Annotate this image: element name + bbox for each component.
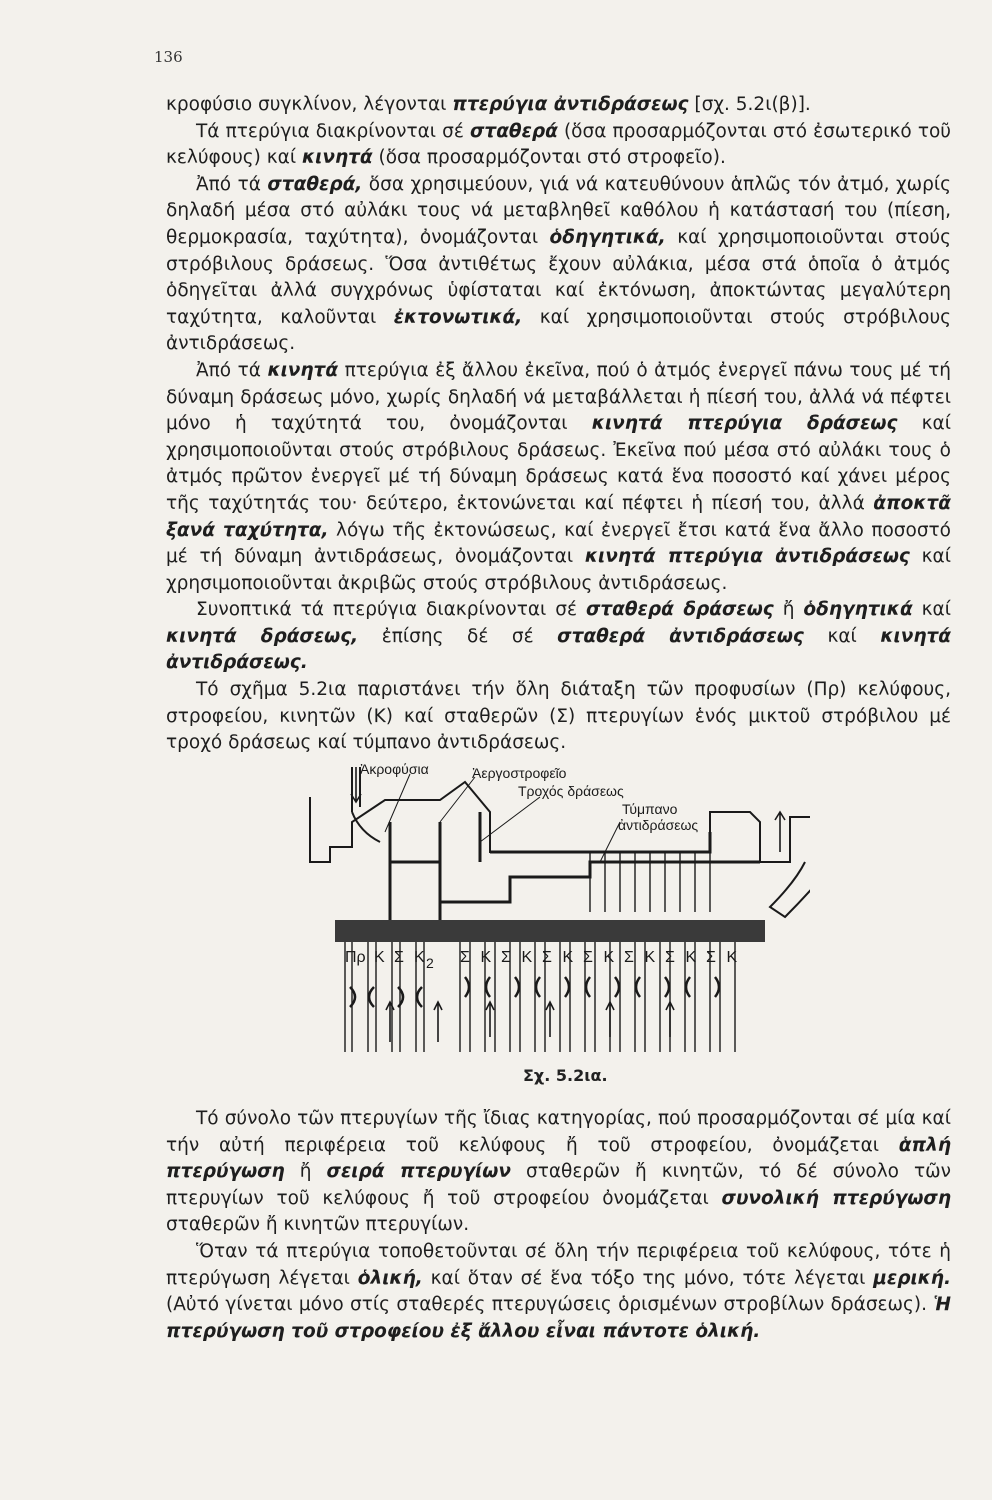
text-section-top	[166, 92, 951, 757]
reaction-row-label: Σ	[583, 949, 593, 966]
reaction-row-label: Κ	[521, 949, 533, 966]
paragraph-1: κροφύσιο συγκλίνον, λέγονται πτερύγια ἀντιδράσεως [σχ. 5.2ι(β)].	[166, 94, 811, 115]
paragraph-6: Τό σχῆμα 5.2ια παριστάνει τήν ὅλη διάταξη τῶν προφυσίων (Πρ) κελύφους, στροφείου, κινητῶν (Κ) καί σταθερῶν (Σ) πτερυγίων ἑνός μικτοῦ στρόβιλου μέ τροχό δράσεως καί τύμπανο ἀντιδράσεως.	[166, 679, 951, 754]
paragraph-5: Συνοπτικά τά πτερύγια διακρίνονται σέ σταθερά δράσεως ἤ ὁδηγητικά καί κινητά δράσεως, ἐπίσης δέ σέ σταθερά ἀντιδράσεως καί κινητά ἀντιδράσεως.	[166, 599, 951, 674]
reaction-row-label: Σ	[460, 949, 470, 966]
label-drum-line2: ἀντιδράσεως	[618, 817, 699, 833]
reaction-row-label: Κ	[603, 949, 615, 966]
drum-step	[440, 862, 760, 902]
reaction-row-label: Σ	[624, 949, 634, 966]
label-rotor: Ἀεργοστροφεῖο	[472, 765, 567, 781]
reaction-row-label: Κ	[726, 949, 738, 966]
paragraph-7: Τό σύνολο τῶν πτερυγίων τῆς ἴδιας κατηγορίας, πού προσαρμόζονται σέ μία καί τήν αὐτή περιφέρεια τοῦ κελύφους ἤ τοῦ στροφείου, ὀνομάζεται ἁπλή πτερύγωση ἤ σειρά πτερυγίων σταθερῶν ἤ κινητῶν, τό δέ σύνολο τῶν πτερυγίων τοῦ κελύφους ἤ τοῦ στροφείου ὀνομάζεται συνολική πτερύγωση σταθερῶν ἤ κινητῶν πτερυγίων.	[166, 1108, 951, 1236]
page-number: 136	[154, 48, 183, 66]
reaction-row-label: Κ	[562, 949, 574, 966]
row-label-k2: Κ	[414, 949, 425, 966]
label-nozzle: Ἀκροφύσια	[360, 761, 429, 777]
row-label-s1: Σ	[394, 949, 404, 966]
turbine-diagram	[290, 752, 810, 1082]
text-section-bottom	[166, 1106, 951, 1345]
label-drum-line1: Τύμπανο	[622, 801, 678, 817]
reaction-row-label: Κ	[644, 949, 656, 966]
row-label-k2-sub: 2	[426, 955, 434, 971]
paragraph-8: Ὅταν τά πτερύγια τοποθετοῦνται σέ ὅλη τήν περιφέρεια τοῦ κελύφους, τότε ἡ πτερύγωση λέγεται ὁλική, καί ὅταν σέ ἕνα τόξο της μόνο, τότε λέγεται μερική. (Αὐτό γίνεται μόνο στίς σταθερές πτερυγώσεις ὁρισμένων στροβίλων δράσεως). Ἡ πτερύγωση τοῦ στροφείου ἐξ ἄλλου εἶναι πάντοτε ὁλική.	[166, 1240, 952, 1342]
row-label-k1: Κ	[374, 949, 385, 966]
paragraph-3: Ἀπό τά σταθερά, ὅσα χρησιμεύουν, γιά νά κατευθύνουν ἁπλῶς τόν ἀτμό, χωρίς δηλαδή μέσα στό αὐλάκι τους νά μεταβληθεῖ καθόλου ἡ κατάστασή του (πίεση, θερμοκρασία, ταχύτητα), ὀνομάζονται ὁδηγητικά, καί χρησιμοποιοῦνται στούς στρόβιλους δράσεως. Ὅσα ἀντιθέτως ἔχουν αὐλάκια, μέσα στά ὁποῖα ὁ ἀτμός ὁδηγεῖται ἀλλά συγχρόνως ὑφίσταται καί ἐκτόνωση, ἀποκτώντας μεγαλύτερη ταχύτητα, καλοῦνται ἐκτονωτικά, καί χρησιμοποιοῦνται στούς στρόβιλους ἀντιδράσεως.	[166, 173, 952, 355]
paragraph-2: Τά πτερύγια διακρίνονται σέ σταθερά (ὅσα προσαρμόζονται στό ἐσωτερικό τοῦ κελύφους) καί κινητά (ὅσα προσαρμόζονται στό στροφεῖο).	[166, 120, 951, 169]
reaction-row-label: Κ	[685, 949, 697, 966]
paragraph-4: Ἀπό τά κινητά πτερύγια ἐξ ἄλλου ἐκεῖνα, πού ὁ ἀτμός ἐνεργεῖ πάνω τους μέ τή δύναμη δράσεως μόνο, χωρίς δηλαδή νά μεταβάλλεται ἡ πίεσή του, ἀλλά νά πέφτει μόνο ἡ ταχύτητά του, ὀνομάζονται κινητά πτερύγια δράσεως καί χρησιμοποιοῦνται στούς στρόβιλους δράσεως. Ἐκεῖνα πού μέσα στό αὐλάκι τους ὁ ἀτμός πρῶτον ἐνεργεῖ μέ τή δύναμη δράσεως κατά ἕνα ποσοστό καί χάνει μέρος τῆς ταχύτητάς του· δεύτερο, ἐκτονώνεται καί πέφτει ἡ πίεσή του, ἀλλά ἀποκτᾶ ξανά ταχύτητα, λόγω τῆς ἐκτονώσεως, καί ἐνεργεῖ ἔτσι κατά ἕνα ἄλλο ποσοστό μέ τή δύναμη ἀντιδράσεως, ὀνομάζονται κινητά πτερύγια ἀντιδράσεως καί χρησιμοποιοῦνται ἀκριβῶς στούς στρόβιλους ἀντιδράσεως.	[166, 359, 952, 594]
reaction-row-label: Σ	[501, 949, 511, 966]
impulse-wheel	[390, 822, 440, 922]
label-wheel: Τροχός δράσεως	[518, 783, 624, 799]
rotor-drum	[335, 920, 765, 942]
row-label-pr: Πρ	[345, 949, 366, 966]
reaction-row-label: Σ	[665, 949, 675, 966]
reaction-row-label: Σ	[542, 949, 552, 966]
reaction-row-label: Κ	[480, 949, 492, 966]
reaction-row-label: Σ	[706, 949, 716, 966]
figure-caption: Σχ. 5.2ια.	[523, 1066, 608, 1085]
reaction-row-labels	[460, 949, 738, 966]
outlet-arrow	[775, 812, 785, 852]
